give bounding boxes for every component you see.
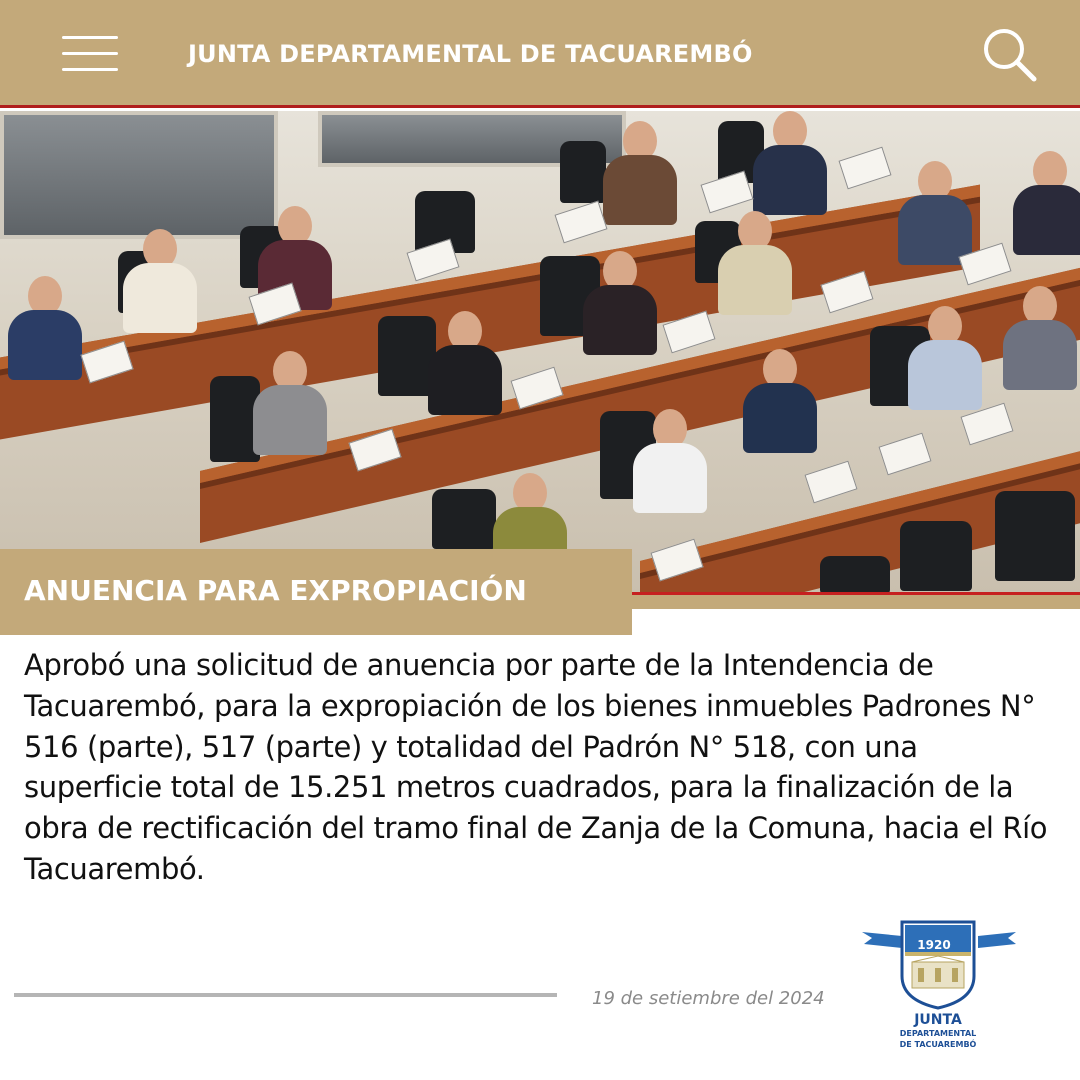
nameplate <box>878 433 931 476</box>
person <box>735 349 825 459</box>
person <box>115 229 205 339</box>
nameplate <box>804 461 857 504</box>
gallery-window <box>0 111 278 239</box>
person <box>900 306 990 416</box>
person <box>625 409 715 519</box>
person <box>1000 286 1080 396</box>
person <box>420 311 510 421</box>
person <box>710 211 800 321</box>
nameplate <box>838 147 891 190</box>
nameplate <box>554 201 607 244</box>
person <box>0 276 90 386</box>
site-title: JUNTA DEPARTAMENTAL DE TACUAREMBÓ <box>188 40 753 68</box>
search-icon[interactable] <box>980 26 1040 86</box>
person <box>245 351 335 461</box>
chair <box>820 556 890 594</box>
top-header <box>0 0 1080 108</box>
logo-text: DE TACUAREMBÓ <box>899 1040 977 1049</box>
person <box>595 121 685 231</box>
logo-text: DEPARTAMENTAL <box>899 1029 977 1038</box>
footer-divider <box>14 993 557 997</box>
section-label: ANUENCIA PARA EXPROPIACIÓN <box>24 574 527 607</box>
session-photo <box>0 111 1080 594</box>
publication-date: 19 de setiembre del 2024 <box>592 988 825 1009</box>
accent-strip <box>632 595 1080 609</box>
logo-year: 1920 <box>917 938 951 952</box>
person <box>1020 151 1080 261</box>
person <box>745 111 835 221</box>
person <box>575 251 665 361</box>
chair <box>995 491 1075 581</box>
hamburger-menu-icon[interactable] <box>62 36 118 72</box>
article-body: Aprobó una solicitud de anuencia por parte de la Intendencia de Tacuarembó, para la expropiación de los bienes inmuebles Padrones N° 516 (parte), 517 (parte) y totalidad del Padrón N° 518, con una superficie total de 15.251 metros cuadrados, para la finalización de la obra de rectificación del tramo final de Zanja de la Comuna, hacia el Río Tacuarembó. <box>24 648 1048 886</box>
chair <box>900 521 972 591</box>
logo-text: JUNTA <box>914 1012 962 1028</box>
